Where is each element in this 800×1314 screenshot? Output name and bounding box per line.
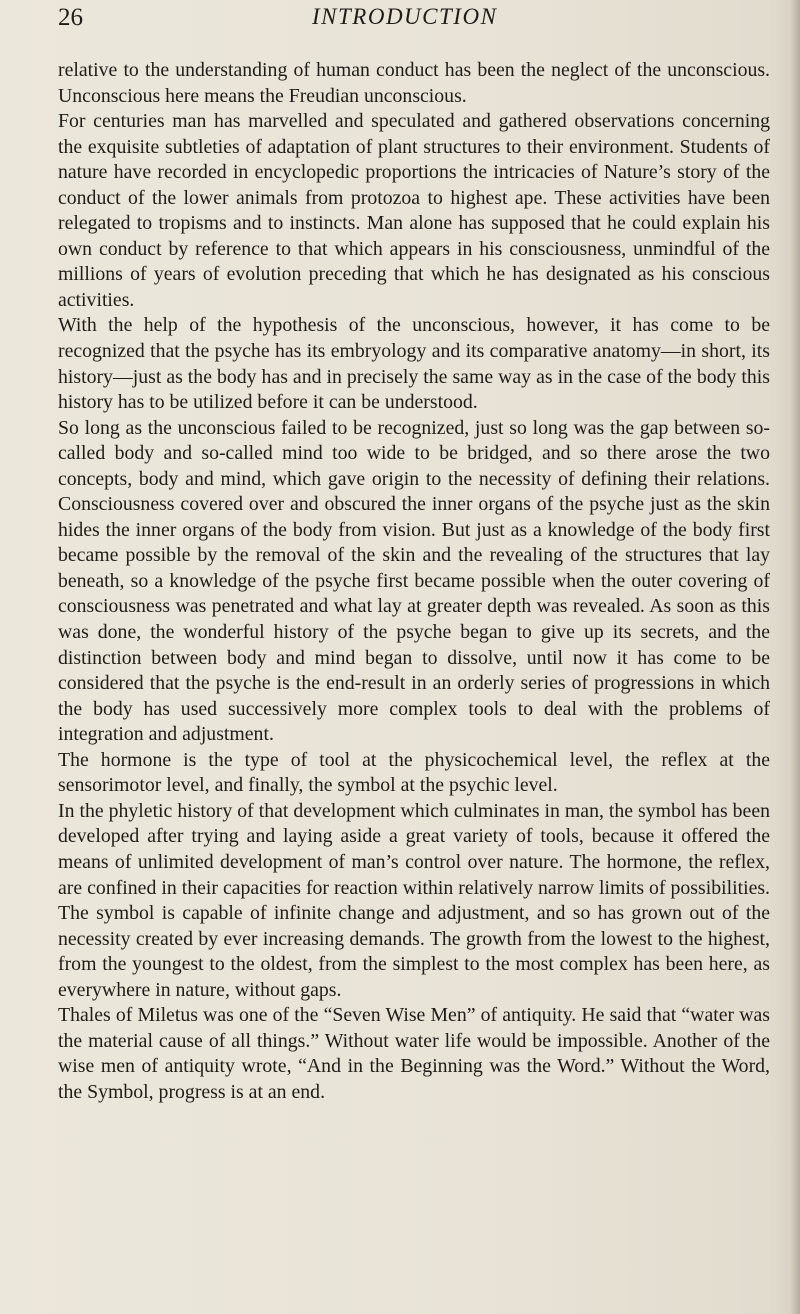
running-head — [58, 4, 800, 40]
page-edge-shadow — [790, 0, 800, 1314]
page-number: 26 — [58, 4, 83, 31]
paragraph-1: relative to the understanding of human conduct has been the neglect of the unconscious. Unconscious here means the Freudian unconscious. — [58, 59, 770, 107]
body-text — [58, 58, 770, 1105]
paragraph-2: For centuries man has marvelled and speculated and gathered observations concerning the exquisite subtleties of adaptation of plant structures to their environment. Students of nature have recorded in encyclopedic proportions the intricacies of Nature’s story of the conduct of the lower animals from protozoa to highest ape. These activities have been relegated to tropisms and to instincts. Man alone has supposed that he could explain his own conduct by reference to that which appears in his consciousness, unmindful of the millions of years of evolution preceding that which he has designated as his conscious activities. — [58, 110, 770, 311]
paragraph-5: The hormone is the type of tool at the physicochemical level, the reflex at the sensorimotor level, and finally, the symbol at the psychic level. — [58, 748, 770, 797]
paragraph-3: With the help of the hypothesis of the unconscious, however, it has come to be recognized that the psyche has its embryology and its comparative anatomy—in short, its history—just as the body has and in precisely the same way as in the case of the body this history has to be utilized before it can be understood. — [58, 314, 770, 414]
paragraph-6: In the phyletic history of that development which culminates in man, the symbol has been developed after trying and laying aside a great variety of tools, because it offered the means of unlimited development of man’s control over nature. The hormone, the reflex, are confined in their capacities for reaction within relatively narrow limits of possibilities. The symbol is capable of infinite change and adjustment, and so has grown out of the necessity created by ever increasing demands. The growth from the lowest to the highest, from the youngest to the oldest, from the simplest to the most complex has been here, as everywhere in nature, without gaps. — [58, 799, 770, 1001]
paragraph-7: Thales of Miletus was one of the “Seven Wise Men” of antiquity. He said that “water was the material cause of all things.” Without water life would be impossible. Another of the wise men of antiquity wrote, “And in the Beginning was the Word.” Without the Word, the Symbol, progress is at an end. — [58, 1004, 770, 1103]
paragraph-4: So long as the unconscious failed to be recognized, just so long was the gap between so-called body and so-called mind too wide to be bridged, and so there arose the two concepts, body and mind, which gave origin to the necessity of defining their relations. Consciousness covered over and obscured the inner organs of the psyche just as the skin hides the inner organs of the body from vision. But just as a knowledge of the body first became possible by the removal of the skin and the revealing of the structures that lay beneath, so a knowledge of the psyche first became possible when the outer covering of consciousness was penetrated and what lay at greater depth was revealed. As soon as this was done, the wonderful history of the psyche began to give up its secrets, and the distinction between body and mind began to dissolve, until now it has come to be considered that the psyche is the end-result in an orderly series of progressions in which the body has used successively more complex tools to deal with the problems of integration and adjustment. — [58, 416, 770, 746]
running-title: INTRODUCTION — [312, 4, 498, 29]
